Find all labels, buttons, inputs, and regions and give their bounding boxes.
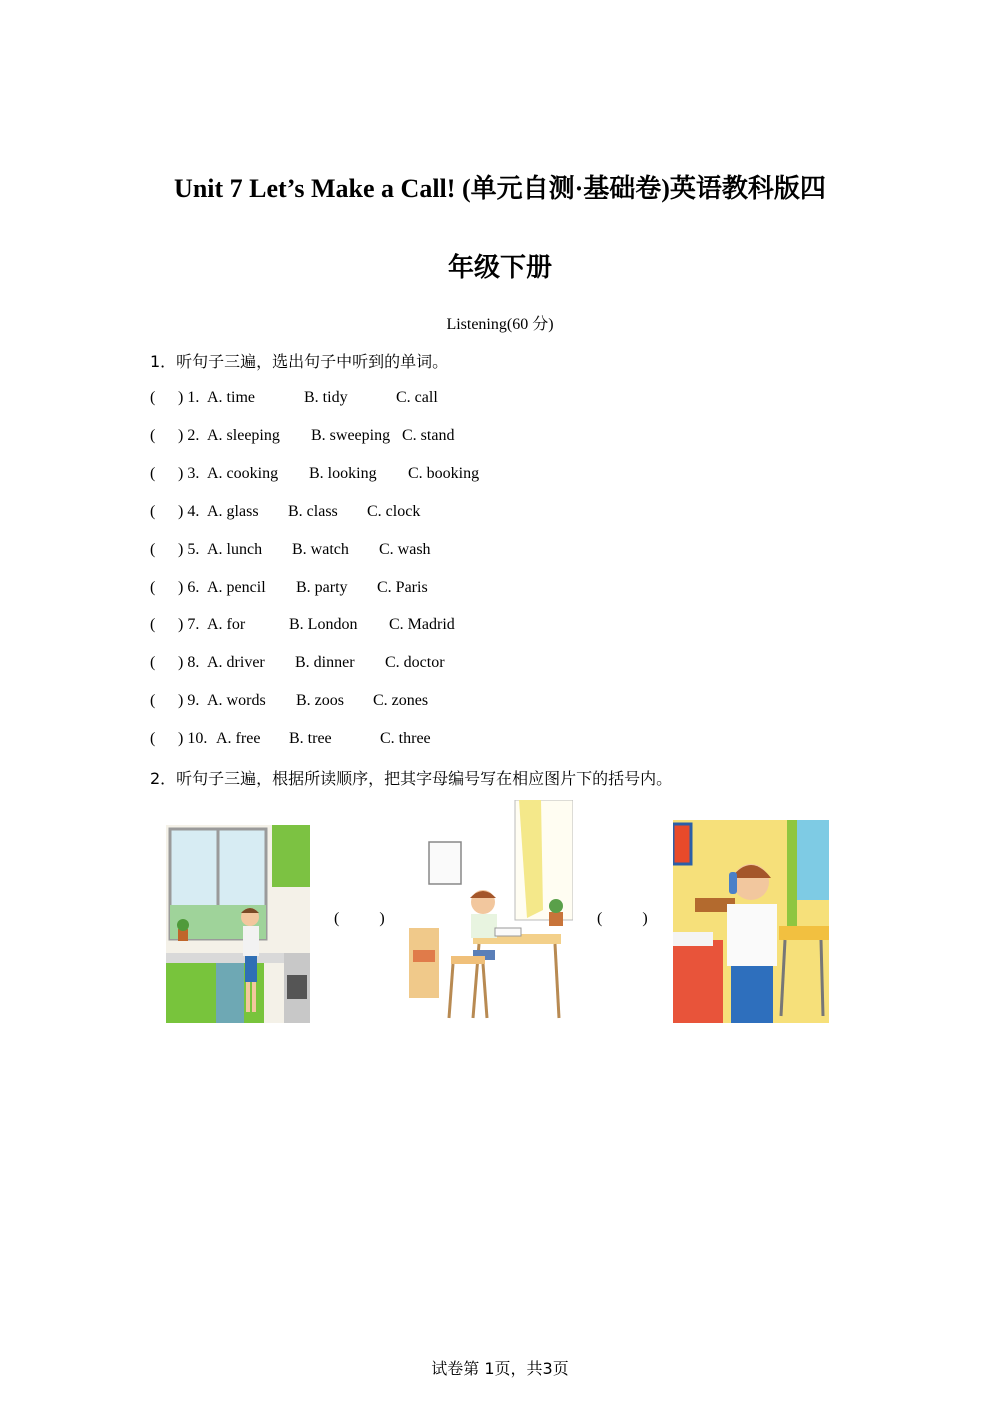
- item-number: ) 3.: [178, 465, 200, 482]
- list-item: [150, 654, 650, 678]
- option-a[interactable]: A. lunch: [207, 541, 263, 558]
- question-1-heading: 1．听句子三遍，选出句子中听到的单词。: [150, 352, 449, 371]
- list-item: [150, 389, 650, 413]
- option-a[interactable]: A. for: [207, 616, 246, 633]
- option-a[interactable]: A. pencil: [207, 579, 266, 596]
- phone-call-boy-picture: [673, 820, 829, 1023]
- title-line-2: 年级下册: [447, 253, 552, 282]
- option-c[interactable]: C. call: [396, 389, 438, 406]
- answer-paren-open: (: [150, 427, 156, 444]
- option-a[interactable]: A. driver: [207, 654, 265, 671]
- answer-bracket-2[interactable]: ( ): [597, 910, 648, 927]
- item-number: ) 5.: [178, 541, 200, 558]
- section-title: Listening(60 分): [446, 316, 554, 333]
- item-number: ) 6.: [178, 579, 200, 596]
- option-b[interactable]: B. London: [289, 616, 358, 633]
- answer-bracket-1[interactable]: ( ): [334, 910, 385, 927]
- option-a[interactable]: A. words: [207, 692, 266, 709]
- option-b[interactable]: B. sweeping: [311, 427, 391, 444]
- item-number: ) 4.: [178, 503, 200, 520]
- option-b[interactable]: B. party: [296, 579, 348, 596]
- option-b[interactable]: B. looking: [309, 465, 377, 482]
- option-c[interactable]: C. zones: [373, 692, 429, 709]
- answer-paren-open: (: [150, 616, 156, 633]
- title-line-1: Unit 7 Let’s Make a Call! (单元自测·基础卷)英语教科版四: [174, 174, 826, 203]
- answer-paren-open: (: [150, 465, 156, 482]
- list-item: [150, 427, 650, 451]
- option-c[interactable]: C. Paris: [377, 579, 428, 596]
- list-item: [150, 616, 650, 640]
- picture-row: [0, 800, 1000, 1030]
- option-a[interactable]: A. glass: [207, 503, 259, 520]
- question-2-heading: 2．听句子三遍，根据所读顺序，把其字母编号写在相应图片下的括号内。: [150, 769, 673, 788]
- answer-paren-open: (: [150, 389, 156, 406]
- option-a[interactable]: A. cooking: [207, 465, 279, 482]
- answer-paren-open: (: [150, 579, 156, 596]
- answer-paren-open: (: [150, 730, 156, 747]
- option-b[interactable]: B. dinner: [295, 654, 355, 671]
- option-a[interactable]: A. free: [216, 730, 261, 747]
- item-number: ) 9.: [178, 692, 200, 709]
- option-a[interactable]: A. time: [207, 389, 255, 406]
- option-c[interactable]: C. three: [380, 730, 431, 747]
- option-c[interactable]: C. booking: [408, 465, 480, 482]
- option-c[interactable]: C. doctor: [385, 654, 445, 671]
- option-c[interactable]: C. clock: [367, 503, 421, 520]
- answer-paren-open: (: [150, 541, 156, 558]
- page-footer: 试卷第 1页，共3页: [431, 1359, 569, 1378]
- answer-paren-open: (: [150, 654, 156, 671]
- option-b[interactable]: B. zoos: [296, 692, 344, 709]
- list-item: [150, 465, 650, 489]
- option-b[interactable]: B. tree: [289, 730, 332, 747]
- item-number: ) 1.: [178, 389, 200, 406]
- option-a[interactable]: A. sleeping: [207, 427, 280, 444]
- list-item: [150, 541, 650, 565]
- list-item: [150, 579, 650, 603]
- item-number: ) 8.: [178, 654, 200, 671]
- list-item: [150, 730, 650, 754]
- item-number: ) 2.: [178, 427, 200, 444]
- list-item: [150, 503, 650, 527]
- study-boy-picture: [409, 800, 573, 1023]
- answer-paren-open: (: [150, 503, 156, 520]
- option-b[interactable]: B. class: [288, 503, 338, 520]
- option-c[interactable]: C. wash: [379, 541, 431, 558]
- option-b[interactable]: B. tidy: [304, 389, 348, 406]
- option-b[interactable]: B. watch: [292, 541, 349, 558]
- option-c[interactable]: C. stand: [402, 427, 455, 444]
- item-number: ) 10.: [178, 730, 208, 747]
- answer-paren-open: (: [150, 692, 156, 709]
- kitchen-boy-picture: [166, 825, 310, 1023]
- list-item: [150, 692, 650, 716]
- option-c[interactable]: C. Madrid: [389, 616, 455, 633]
- item-number: ) 7.: [178, 616, 200, 633]
